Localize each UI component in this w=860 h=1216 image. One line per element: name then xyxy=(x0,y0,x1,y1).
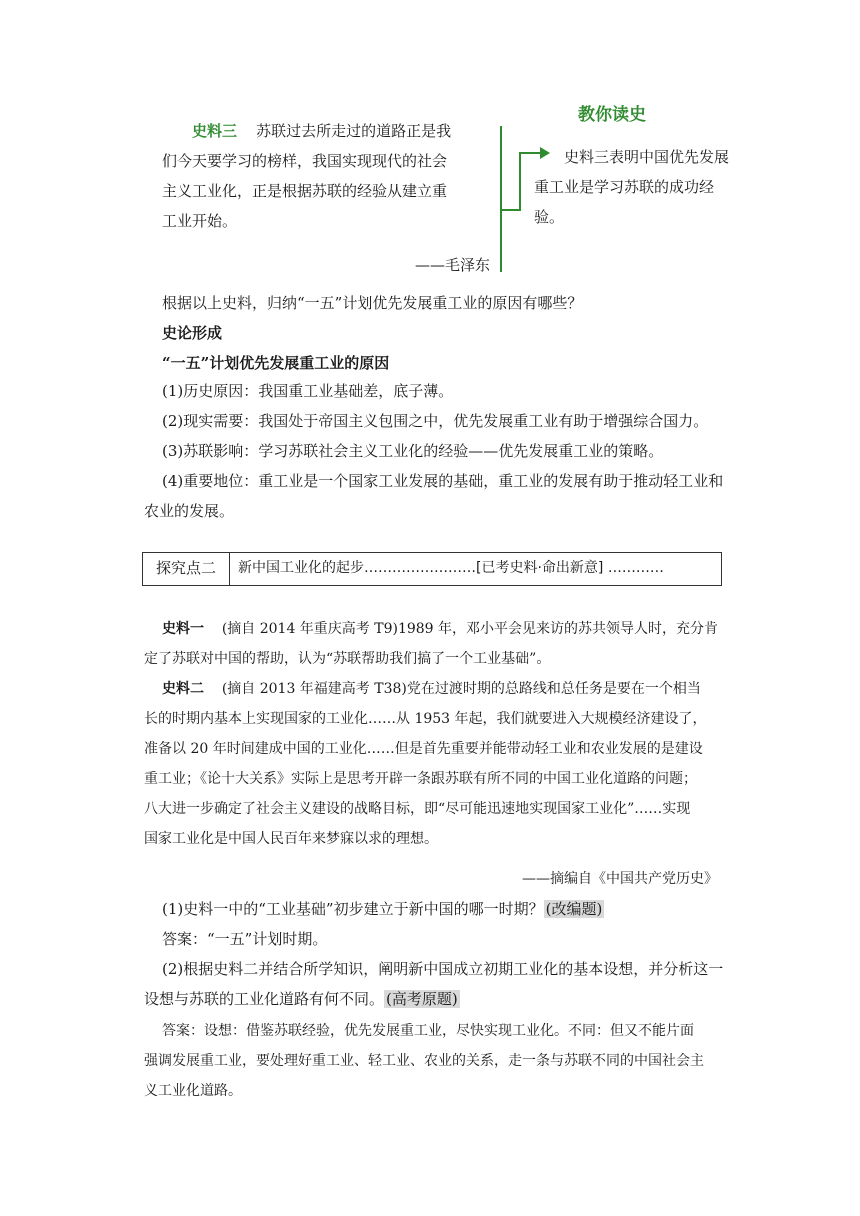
source3-line-3: 主义工业化，正是根据苏联的经验从建立重 xyxy=(162,182,448,200)
note-line-1: 史料三表明中国优先发展 xyxy=(564,148,730,166)
q2-line-1: (2)根据史料二并结合所学知识，阐明新中国成立初期工业化的基本设想，并分析这一 xyxy=(162,960,724,978)
q1 xyxy=(162,894,604,924)
conclusion-item-4-cont: 农业的发展。 xyxy=(144,502,235,520)
src1-label: 史料一 xyxy=(162,621,204,637)
source3-label: 史料三 xyxy=(192,122,238,140)
q1-answer: 答案：“一五”计划时期。 xyxy=(162,930,328,948)
explore-label: 探究点二 xyxy=(143,553,230,585)
note-block xyxy=(534,142,764,232)
q2-line-2 xyxy=(144,984,460,1014)
q2-answer-line-2: 强调发展重工业，要处理好重工业、轻工业、农业的关系，走一条与苏联不同的中国社会主 xyxy=(144,1053,704,1069)
src2-line-4: 重工业；《论十大关系》实际上是思考开辟一条跟苏联有所不同的中国工业化道路的问题； xyxy=(144,771,697,787)
conclusion-item-3: (3)苏联影响：学习苏联社会主义工业化的经验——优先发展重工业的策略。 xyxy=(162,442,664,460)
explore-box xyxy=(142,552,722,586)
conclusion-item-4: (4)重要地位：重工业是一个国家工业发展的基础，重工业的发展有助于推动轻工业和 xyxy=(162,472,724,490)
src2-block xyxy=(144,674,744,854)
conclusion-list xyxy=(162,376,742,496)
src2-attribution: ——摘编自《中国共产党历史》 xyxy=(522,871,718,887)
q1-text: (1)史料一中的“工业基础”初步建立于新中国的哪一时期？ xyxy=(162,900,544,918)
conclusion-heading: 史论形成 xyxy=(162,324,223,342)
q2-answer-line-1: 答案：设想：借鉴苏联经验，优先发展重工业，尽快实现工业化。不同：但又不能片面 xyxy=(162,1023,694,1039)
conclusion-subheading: “一五”计划优先发展重工业的原因 xyxy=(162,354,390,372)
q2-tag: (高考原题) xyxy=(386,990,458,1008)
note-line-2: 重工业是学习苏联的成功经 xyxy=(534,178,715,196)
src2-label: 史料二 xyxy=(162,681,204,697)
source3-attribution: ——毛泽东 xyxy=(415,256,491,274)
source3-block xyxy=(162,116,497,236)
source3-line-1: 苏联过去所走过的道路正是我 xyxy=(256,122,452,140)
src1-line-2: 定了苏联对中国的帮助，认为“苏联帮助我们搞了一个工业基础”。 xyxy=(144,651,551,667)
src2-line-6: 国家工业化是中国人民百年来梦寐以求的理想。 xyxy=(144,831,438,847)
connector-horizontal xyxy=(500,209,520,211)
q2-answer xyxy=(144,1016,744,1106)
note-line-3: 验。 xyxy=(534,208,565,226)
conclusion-item-2: (2)现实需要：我国处于帝国主义包围之中，优先发展重工业有助于增强综合国力。 xyxy=(162,412,709,430)
src1-block xyxy=(144,614,744,674)
src2-line-5: 八大进一步确定了社会主义建设的战略目标，即“尽可能迅速地实现国家工业化”……实现 xyxy=(144,801,691,817)
explore-title: 新中国工业化的起步……………………[已考史料·命出新意] ………… xyxy=(238,560,664,576)
q2-answer-line-3: 义工业化道路。 xyxy=(144,1083,242,1099)
sidebar-title: 教你读史 xyxy=(578,105,646,125)
question-1: 根据以上史料，归纳“一五”计划优先发展重工业的原因有哪些？ xyxy=(162,294,583,312)
src2-line-2: 长的时期内基本上实现国家的工业化……从 1953 年起，我们就要进入大规模经济建设了， xyxy=(144,711,707,727)
q2-text-2: 设想与苏联的工业化道路有何不同。 xyxy=(144,990,385,1008)
q1-tag: (改编题) xyxy=(545,900,603,918)
source3-line-2: 们今天要学习的榜样，我国实现现代的社会 xyxy=(162,152,448,170)
conclusion-item-1: (1)历史原因：我国重工业基础差，底子薄。 xyxy=(162,382,454,400)
connector-vertical xyxy=(500,126,502,272)
src2-line-1: (摘自 2013 年福建高考 T38)党在过渡时期的总路线和总任务是要在一个相当 xyxy=(221,681,701,697)
connector-riser xyxy=(519,152,521,211)
source3-line-4: 工业开始。 xyxy=(162,212,238,230)
src2-line-3: 准备以 20 年时间建成中国的工业化……但是首先重要并能带动轻工业和农业发展的是建设 xyxy=(144,741,703,757)
src1-line-1: (摘自 2014 年重庆高考 T9)1989 年，邓小平会见来访的苏共领导人时，充分肯 xyxy=(221,621,719,637)
